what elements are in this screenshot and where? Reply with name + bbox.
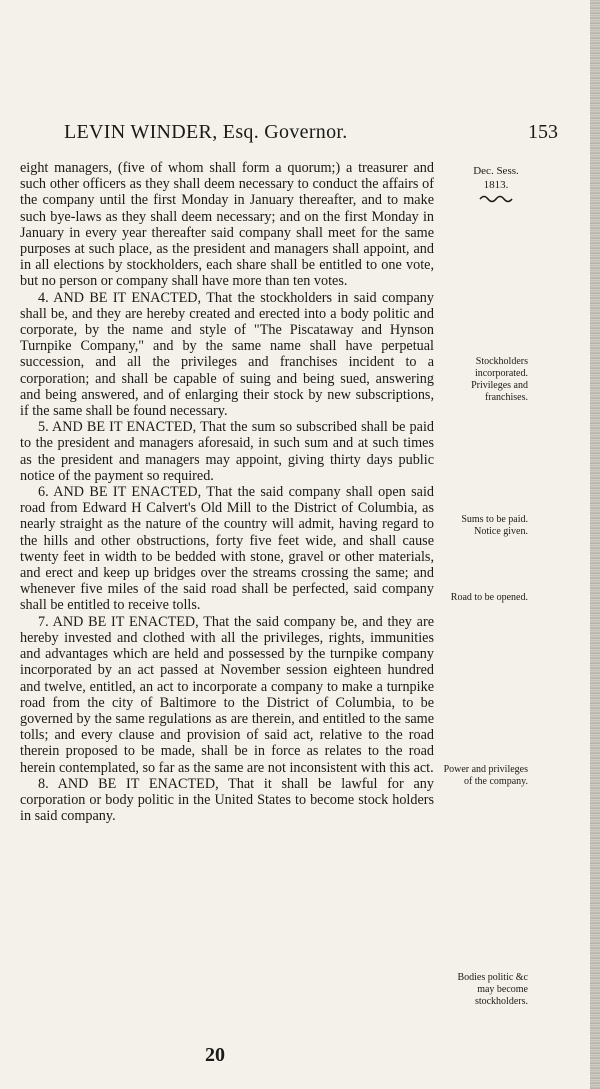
margin-note-sums: Sums to be paid. Notice given. (461, 514, 528, 537)
page-header (60, 121, 560, 147)
flourish-ornament-icon (479, 194, 513, 204)
section-7-paragraph: 7. AND BE IT ENACTED, That the said company be, and they are hereby invested and clothed with all the privileges, rights, immunities and advantages which are held and possessed by the turnpike company incorporated by an act passed at November session eighteen hundred and twelve, entitled, an act to incorporate a company to make a turnpike road from the city of Baltimore to the District of Columbia, to be governed by the same regulations as are therein, and entitled to the same tolls; and every clause and provision of said act, relative to the road therein proposed to be made, shall be in force as relates to the road herein contemplated, so far as the same are not inconsistent with this act. (20, 613, 434, 776)
page-spine-edge (590, 0, 600, 1089)
margin-note-road: Road to be opened. (450, 592, 528, 603)
section-4-paragraph: 4. AND BE IT ENACTED, That the stockholders in said company shall be, and they are hereby created and erected into a body politic and corporate, by the name and style of "The Piscataway and Hynson Turnpike Company," and by the same name shall have perpetual succession, and all the privileges and franchises incident to a corporation; and shall be capable of suing and being sued, answering and being answered, and of enlarging their stock by new subscriptions, if the same shall be found necessary. (20, 289, 434, 420)
session-label: Dec. Sess. (473, 165, 519, 177)
session-year: 1813. (483, 179, 509, 191)
page-number: 153 (528, 121, 558, 143)
statute-text (20, 160, 434, 824)
running-head: LEVIN WINDER, Esq. Governor. (64, 121, 348, 143)
section-8-paragraph: 8. AND BE IT ENACTED, That it shall be lawful for any corporation or body politic in the United States to become stock holders in said company. (20, 775, 434, 825)
margin-note-stockholders: Stockholders incorporated. Privileges and franchises. (471, 356, 528, 403)
continued-paragraph: eight managers, (five of whom shall form a quorum;) a treasurer and such other officers as they shall deem necessary to conduct the affairs of the company until the first Monday in January thereafter, and to make such bye-laws as they shall deem necessary; and on the first Monday in January in every year thereafter said company shall meet for the same purposes at such place, as the president and managers shall appoint, and in all elections by stockholders, each share shall be entitled to one vote, but no person or company shall have more than ten votes. (20, 160, 434, 290)
section-5-paragraph: 5. AND BE IT ENACTED, That the sum so subscribed shall be paid to the president and managers aforesaid, in such sum and at such times as the president and managers may appoint, giving thirty days public notice of the payment so required. (20, 419, 434, 484)
section-6-paragraph: 6. AND BE IT ENACTED, That the said company shall open said road from Edward H Calvert's Old Mill to the District of Columbia, as nearly straight as the nature of the country will admit, having regard to the hills and other obstructions, forty five feet wide, and shall cause twenty feet in width to be bedded with stone, gravel or other materials, and erect and keep up bridges over the streams crossing the same; and whenever five miles of the said road shall be perfected, said company shall be entitled to receive tolls. (20, 484, 434, 614)
margin-note-bodies-politic: Bodies politic &c may become stockholders. (457, 972, 528, 1007)
session-marginal-note (458, 164, 534, 204)
margin-note-power: Power and privileges of the company. (443, 764, 528, 787)
printer-signature-mark: 20 (205, 1044, 225, 1066)
